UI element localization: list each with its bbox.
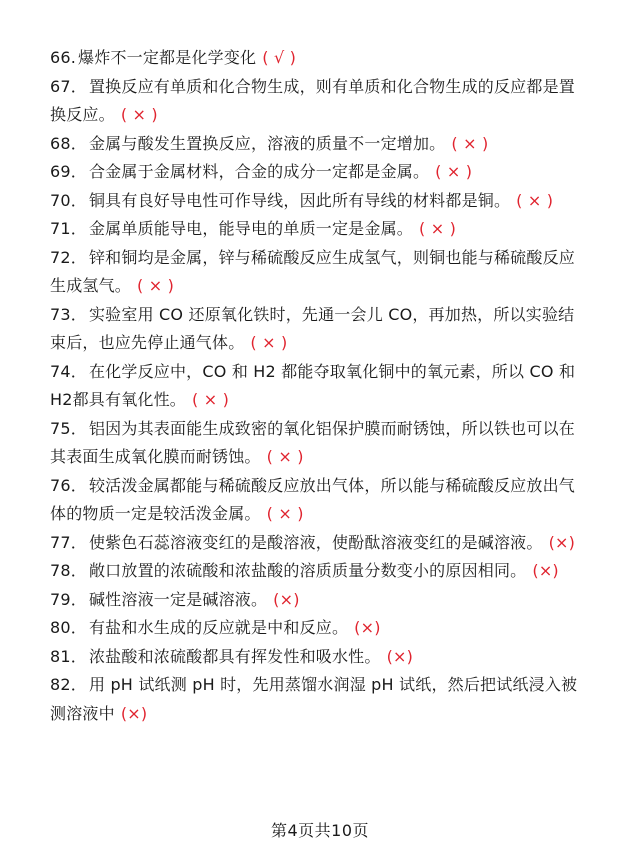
statement-number: 69．: [50, 162, 87, 181]
statement-item: [50, 643, 588, 672]
statement-text: 合金属于金属材料，合金的成分一定都是金属。: [88, 162, 430, 181]
statement-item: [50, 44, 588, 73]
question-list: [50, 44, 588, 728]
statement-text: 使紫色石蕊溶液变红的是酸溶液，使酚酞溶液变红的是碱溶液。: [88, 532, 543, 552]
statement-item: [50, 472, 588, 529]
statement-number: 81．: [50, 646, 87, 666]
statement-text: 铝因为其表面能生成致密的氧化铝保护膜而耐锈蚀，所以铁也可以在其表面生成氧化膜而耐锈蚀。: [50, 418, 575, 466]
answer-mark: (×): [532, 561, 559, 580]
statement-item: [50, 614, 588, 643]
answer-mark: (×): [120, 703, 148, 723]
statement-number: 66.: [50, 48, 77, 67]
answer-mark: (×): [386, 646, 414, 666]
statement-number: 72．: [50, 247, 87, 267]
statement-number: 73．: [50, 304, 87, 324]
statement-text: 铜具有良好导电性可作导线，因此所有导线的材料都是铜。: [88, 190, 511, 210]
statement-text: 锌和铜均是金属，锌与稀硫酸反应生成氢气，则铜也能与稀硫酸反应生成氢气。: [50, 247, 575, 295]
answer-mark: (×): [548, 532, 576, 552]
statement-text: 有盐和水生成的反应就是中和反应。: [88, 618, 349, 637]
statement-text: 金属单质能导电，能导电的单质一定是金属。: [88, 219, 413, 238]
answer-mark: ( × ): [451, 133, 489, 153]
statement-item: [50, 130, 588, 159]
statement-item: [50, 301, 588, 358]
statement-item: [50, 415, 588, 472]
answer-mark: ( × ): [137, 276, 175, 295]
statement-item: [50, 187, 588, 216]
answer-mark: ( × ): [120, 105, 158, 124]
answer-mark: ( × ): [192, 390, 230, 409]
statement-number: 77．: [50, 532, 87, 552]
statement-item: [50, 358, 588, 415]
statement-text: 浓盐酸和浓硫酸都具有挥发性和吸水性。: [88, 646, 381, 666]
statement-item: [50, 215, 588, 244]
statement-number: 76．: [50, 475, 87, 495]
statement-number: 71．: [50, 219, 87, 238]
statement-number: 80．: [50, 618, 87, 637]
statement-number: 68．: [50, 133, 87, 153]
answer-mark: ( × ): [435, 162, 473, 181]
statement-number: 67．: [50, 76, 87, 96]
statement-text: 爆炸不一定都是化学变化: [78, 48, 257, 67]
answer-mark: ( √ ): [262, 48, 297, 67]
answer-mark: (×): [354, 618, 381, 637]
answer-mark: ( × ): [266, 504, 304, 523]
statement-text: 敞口放置的浓硫酸和浓盐酸的溶质质量分数变小的原因相同。: [88, 561, 527, 580]
statement-item: [50, 529, 588, 558]
statement-number: 70．: [50, 190, 87, 210]
statement-number: 74．: [50, 361, 87, 381]
answer-mark: ( × ): [418, 219, 457, 238]
statement-number: 79．: [50, 589, 87, 609]
statement-number: 75．: [50, 418, 87, 438]
page-footer: 第4页共10页: [270, 821, 370, 840]
statement-text: 碱性溶液一定是碱溶液。: [88, 589, 268, 609]
statement-item: [50, 158, 588, 187]
statement-number: 78．: [50, 561, 87, 580]
answer-mark: (×): [273, 589, 300, 609]
statement-text: 置换反应有单质和化合物生成，则有单质和化合物生成的反应都是置换反应。: [50, 76, 575, 124]
statement-text: 在化学反应中，CO 和 H2 都能夺取氧化铜中的氧元素，所以 CO 和 H2都具有氧化性。: [50, 361, 576, 409]
answer-mark: ( × ): [516, 190, 554, 210]
statement-text: 较活泼金属都能与稀硫酸反应放出气体，所以能与稀硫酸反应放出气体的物质一定是较活泼金属。: [50, 475, 575, 523]
statement-item: [50, 73, 588, 130]
statement-text: 金属与酸发生置换反应，溶液的质量不一定增加。: [88, 133, 446, 153]
statement-item: [50, 671, 588, 728]
statement-item: [50, 557, 588, 586]
statement-item: [50, 244, 588, 301]
answer-mark: ( × ): [266, 447, 304, 466]
statement-text: 实验室用 CO 还原氧化铁时，先通一会儿 CO，再加热，所以实验结束后，也应先停止通气体。: [50, 304, 575, 352]
statement-item: [50, 586, 588, 615]
answer-mark: ( × ): [250, 333, 288, 352]
statement-text: 用 pH 试纸测 pH 时，先用蒸馏水润湿 pH 试纸，然后把试纸浸入被测溶液中: [50, 675, 578, 723]
statement-number: 82．: [50, 675, 87, 694]
